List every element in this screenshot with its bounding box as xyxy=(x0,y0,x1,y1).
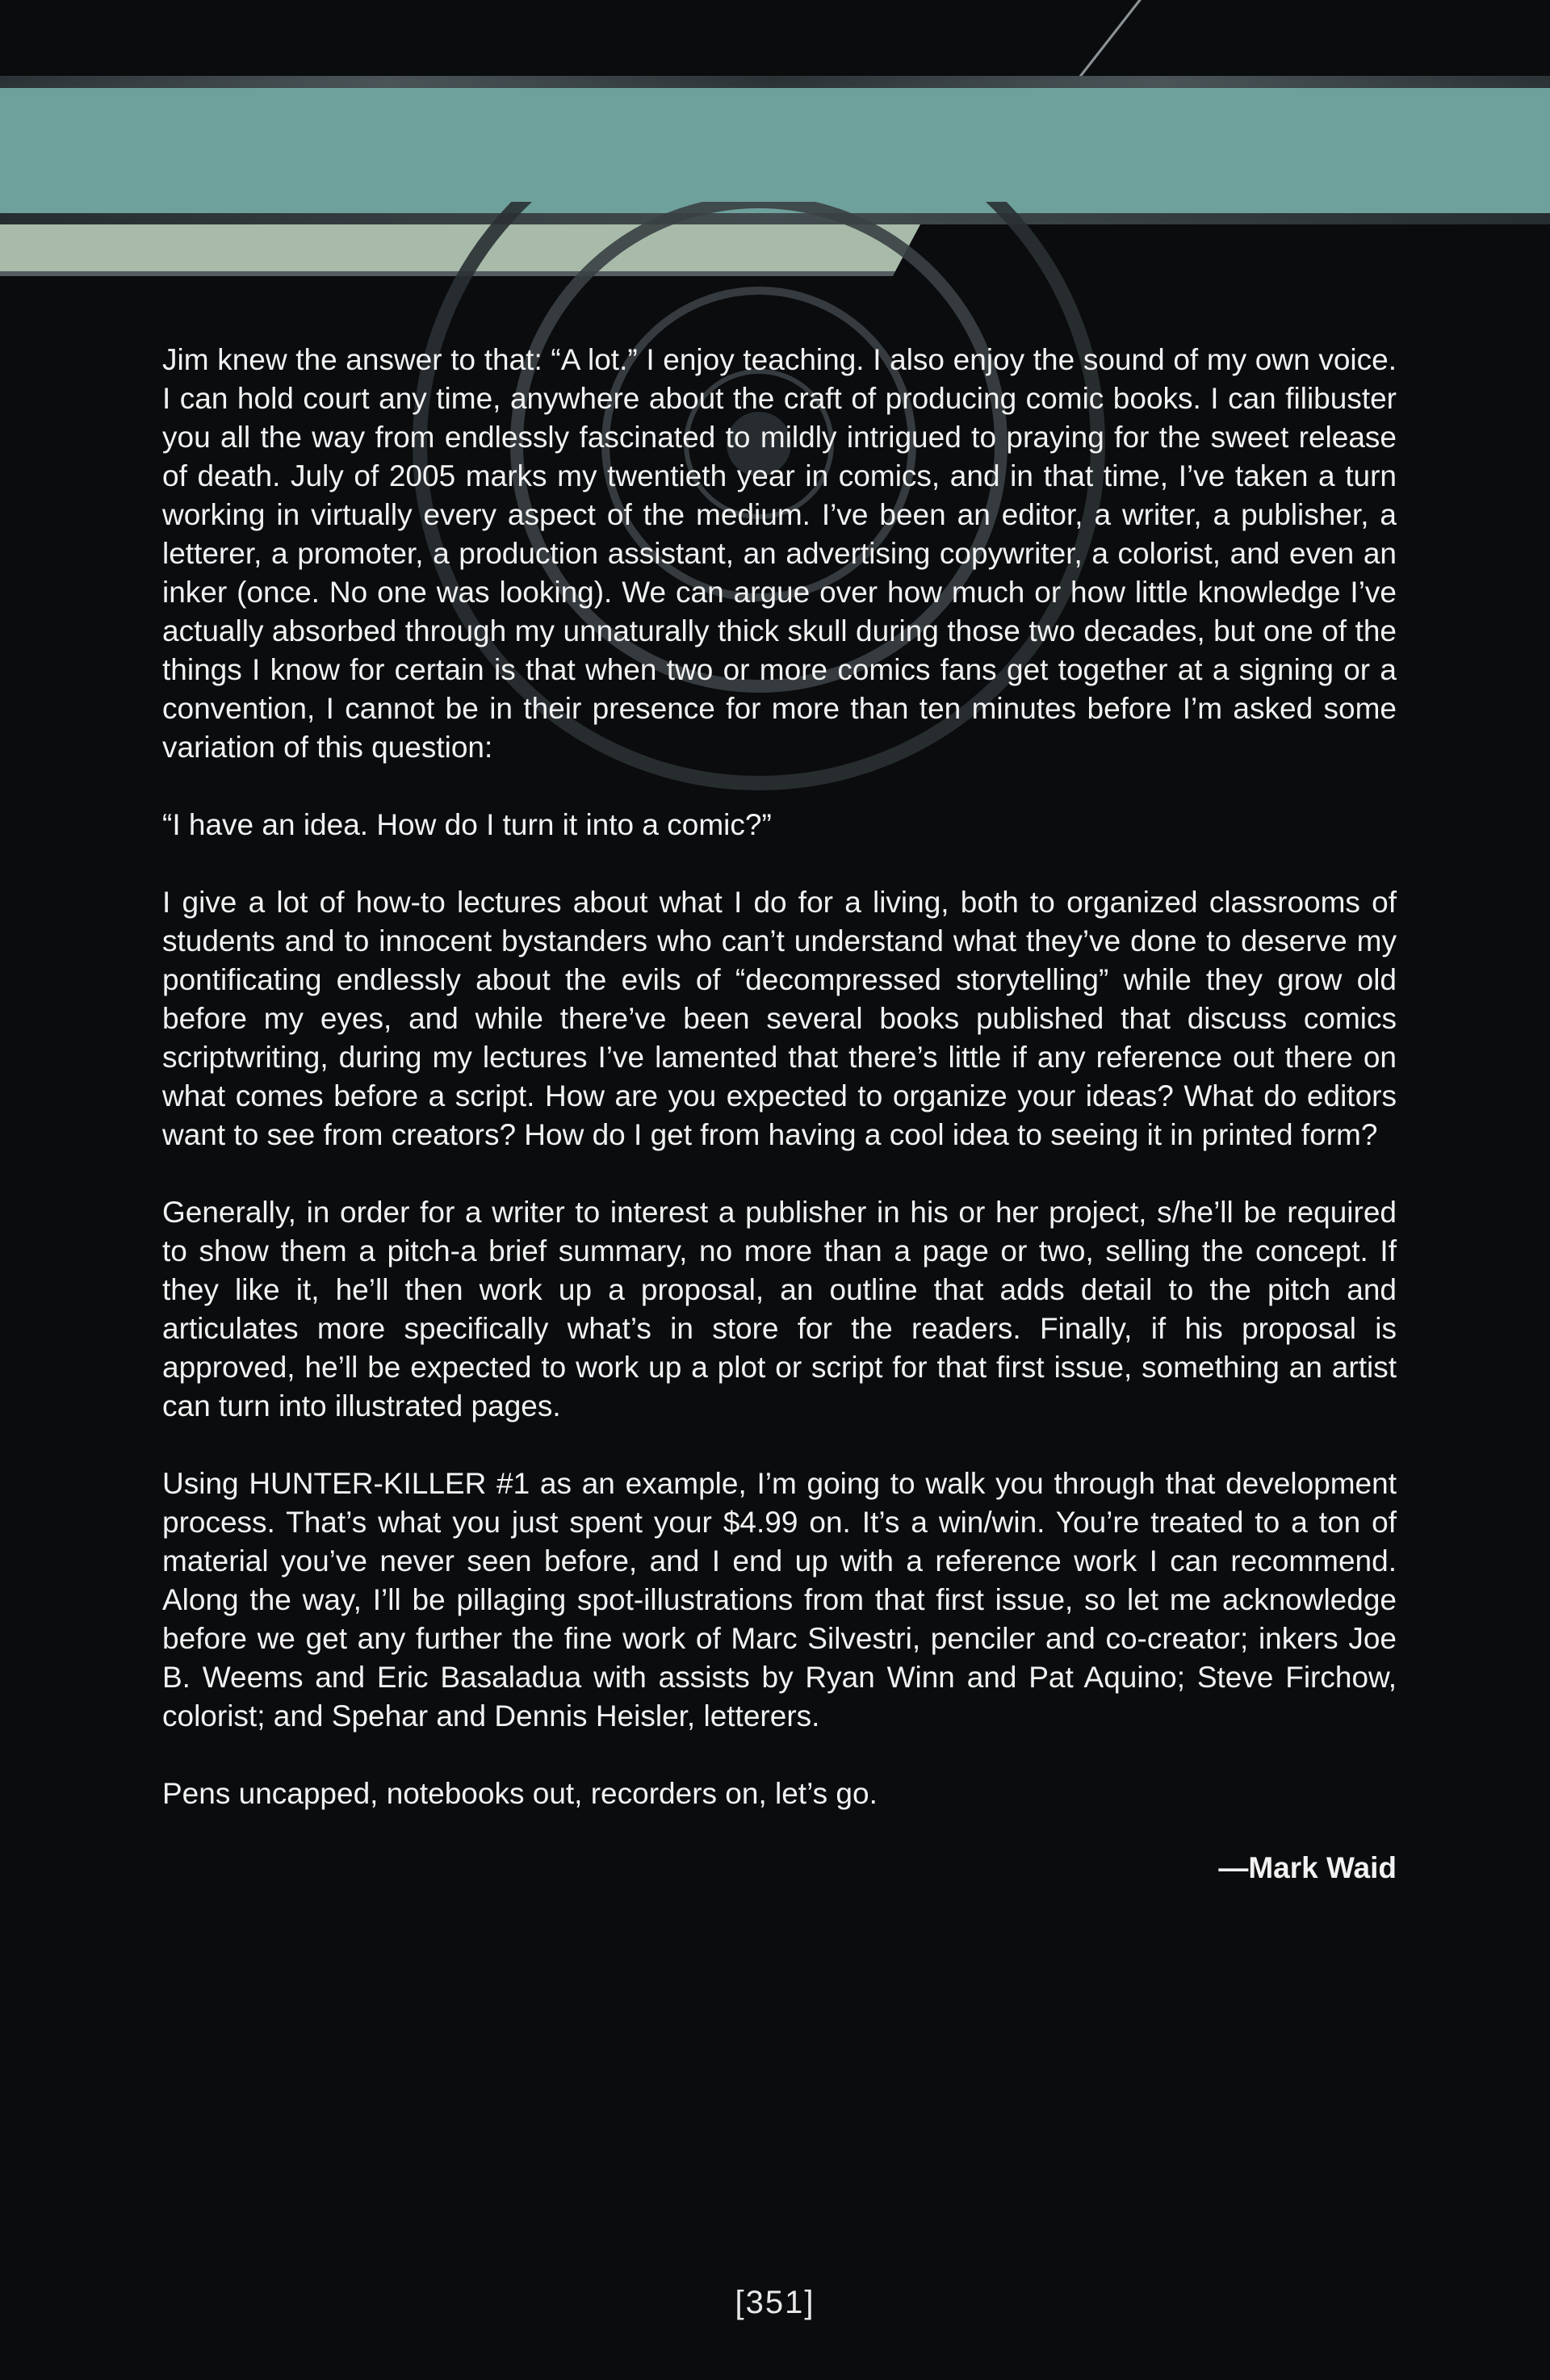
paragraph: “I have an idea. How do I turn it into a comic?” xyxy=(162,808,772,841)
paragraph: Using HUNTER-KILLER #1 as an example, I’m going to walk you through that development process. That’s what you just spent your $4.99 on. It’s a win/win. You’re treated to a ton of material you’ve never seen before, and I end up with a reference work I can recommend. Along the way, I’ll be pillaging spot-illustrations from that first issue, so let me acknowledge before we get any further the fine work of Marc Silvestri, penciler and co-creator; inkers Joe B. Weems and Eric Basaladua with assists by Ryan Winn and Pat Aquino; Steve Firchow, colorist; and Spehar and Dennis Heisler, letterers. xyxy=(162,1467,1397,1733)
paragraph: Generally, in order for a writer to interest a publisher in his or her project, s/he’ll be required to show them a pitch-a brief summary, no more than a page or two, selling the concept. If they like it, he’ll then work up a proposal, an outline that adds detail to the pitch and articulates more specifically what’s in store for the readers. Finally, if his proposal is approved, he’ll be expected to work up a plot or script for that first issue, something an artist can turn into illustrated pages. xyxy=(162,1196,1397,1423)
paragraph: Pens uncapped, notebooks out, recorders on, let’s go. xyxy=(162,1777,878,1810)
paragraph: I give a lot of how-to lectures about what I do for a living, both to organized classrooms of students and to innocent bystanders who can’t understand what they’ve done to deserve my pontificating endlessly about the evils of “decompressed storytelling” while they grow old before my eyes, and while there’ve been several books published that discuss comics scriptwriting, during my lectures I’ve lamented that there’s little if any reference out there on what comes before a script. How are you expected to organize your ideas? What do editors want to see from creators? How do I get from having a cool idea to seeing it in printed form? xyxy=(162,886,1397,1151)
author-signature: —Mark Waid xyxy=(1218,1851,1397,1884)
body-text xyxy=(162,341,1397,1888)
page-number: [351] xyxy=(735,2285,815,2320)
paragraph: Jim knew the answer to that: “A lot.” I enjoy teaching. I also enjoy the sound of my own voice. I can hold court any time, anywhere about the craft of producing comic books. I can filibuster you all the way from endlessly fascinated to mildly intrigued to praying for the sweet release of death. July of 2005 marks my twentieth year in comics, and in that time, I’ve taken a turn working in virtually every aspect of the medium. I’ve been an editor, a writer, a publisher, a letterer, a promoter, a production assistant, an advertising copywriter, a colorist, and even an inker (once. No one was looking). We can argue over how much or how little knowledge I’ve actually absorbed through my unnaturally thick skull during those two decades, but one of the things I know for certain is that when two or more comics fans get together at a signing or a convention, I cannot be in their presence for more than ten minutes before I’m asked some variation of this question: xyxy=(162,343,1397,764)
header-metal-strip xyxy=(0,76,1550,89)
decorative-line xyxy=(1075,0,1142,81)
header-teal-band xyxy=(0,88,1550,213)
